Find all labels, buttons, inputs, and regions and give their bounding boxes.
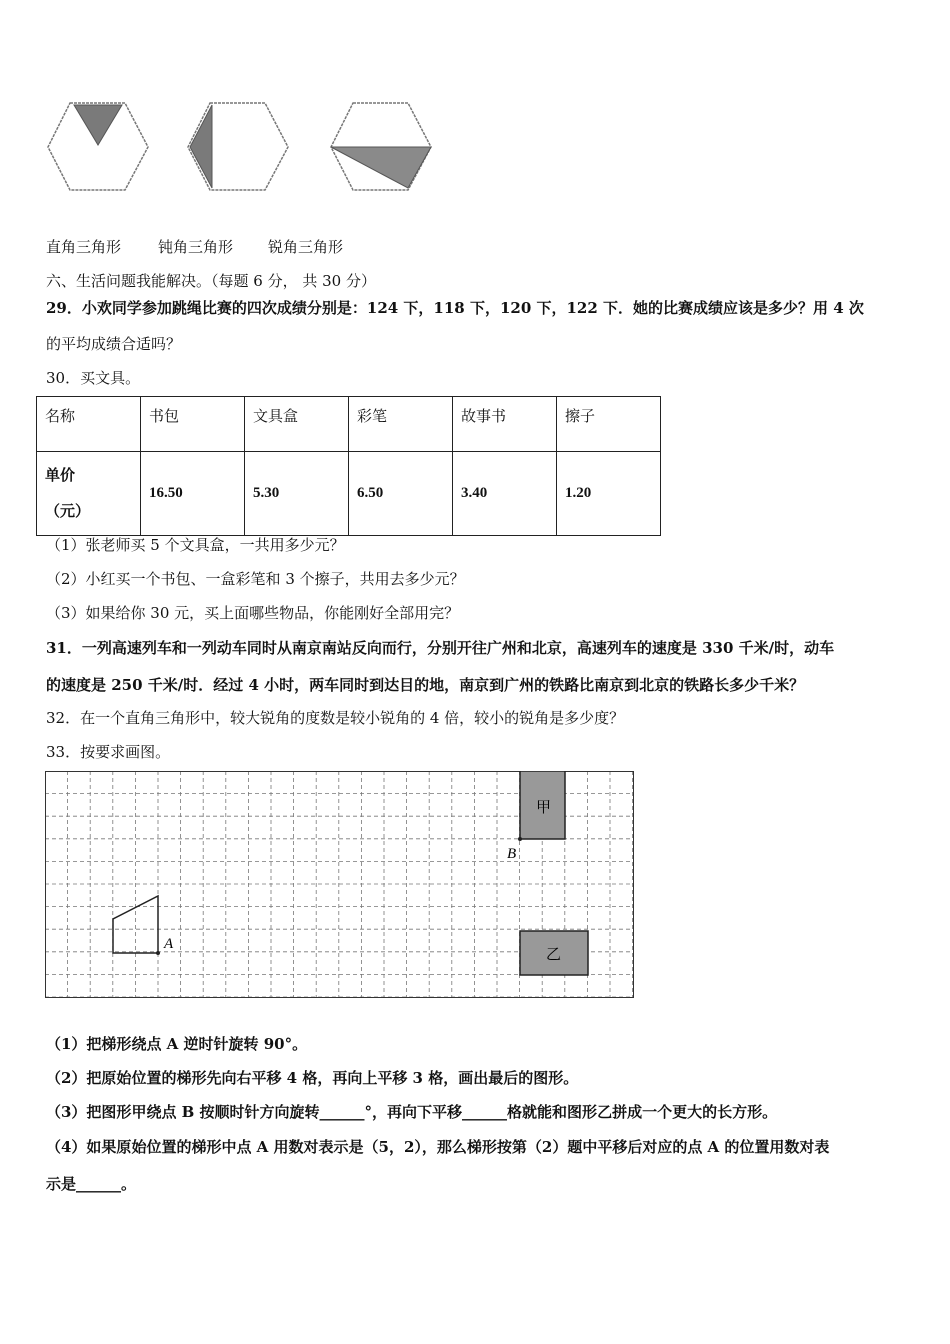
table-header-cell: 擦子 <box>557 397 661 452</box>
price-cell: 6.50 <box>349 452 453 536</box>
label-acute-triangle: 锐角三角形 <box>268 238 344 256</box>
hexagon-right-triangle <box>48 103 148 190</box>
unit-price-label <box>37 452 141 536</box>
q33-sub4-line2: 示是______。 <box>46 1175 137 1193</box>
q33-sub4-line1: （4）如果原始位置的梯形中点 A 用数对表示是（5，2），那么梯形按第（2）题中平移后对应的点 A 的位置用数对表 <box>46 1138 830 1156</box>
label-jia: 甲 <box>536 798 552 816</box>
q30-sub3: （3）如果给你 30 元，买上面哪些物品，你能刚好全部用完？ <box>46 604 460 622</box>
q33-title: 33．按要求画图。 <box>46 743 171 761</box>
price-cell: 16.50 <box>141 452 245 536</box>
q31-line2: 的速度是 250 千米/时．经过 4 小时，两车同时到达目的地，南京到广州的铁路比南京到北京的铁路长多少千米？ <box>46 676 805 694</box>
q30-sub1: （1）张老师买 5 个文具盒，一共用多少元？ <box>46 536 345 554</box>
q33-sub3: （3）把图形甲绕点 B 按顺时针方向旋转______°，再向下平移______格就能和图形乙拼成一个更大的长方形。 <box>46 1103 778 1121</box>
q31-line1: 31．一列高速列车和一列动车同时从南京南站反向而行，分别开往广州和北京，高速列车的速度是 330 千米/时，动车 <box>46 639 835 657</box>
hexagon-figures <box>40 95 440 195</box>
hexagon-obtuse-triangle <box>188 103 288 190</box>
table-header-cell: 书包 <box>141 397 245 452</box>
q30-sub2: （2）小红买一个书包、一盒彩笔和 3 个擦子，共用去多少元？ <box>46 570 465 588</box>
point-B <box>518 837 522 841</box>
hexagon-acute-triangle <box>331 103 431 190</box>
q30-title: 30．买文具。 <box>46 369 141 387</box>
price-table <box>36 396 661 536</box>
label-right-triangle: 直角三角形 <box>46 238 122 256</box>
price-cell: 5.30 <box>245 452 349 536</box>
table-price-row <box>37 452 661 536</box>
table-header-cell: 名称 <box>37 397 141 452</box>
label-A: A <box>164 936 174 952</box>
table-header-cell: 彩笔 <box>349 397 453 452</box>
point-A <box>156 951 160 955</box>
price-cell: 3.40 <box>453 452 557 536</box>
q29-line2: 的平均成绩合适吗？ <box>46 335 182 353</box>
label-yi: 乙 <box>546 945 562 963</box>
q33-sub2: （2）把原始位置的梯形先向右平移 4 格，再向上平移 3 格，画出最后的图形。 <box>46 1069 579 1087</box>
price-cell: 1.20 <box>557 452 661 536</box>
section6-title: 六、生活问题我能解决。（每题 6 分， 共 30 分） <box>46 272 376 290</box>
label-B: B <box>507 846 517 862</box>
unit-price-label-1: 单价 <box>45 467 76 484</box>
table-header-cell: 文具盒 <box>245 397 349 452</box>
label-obtuse-triangle: 钝角三角形 <box>158 238 234 256</box>
table-header-cell: 故事书 <box>453 397 557 452</box>
q32-text: 32．在一个直角三角形中，较大锐角的度数是较小锐角的 4 倍，较小的锐角是多少度？ <box>46 709 625 727</box>
table-header-row <box>37 397 661 452</box>
drawing-grid <box>45 771 635 999</box>
q29-line1: 29．小欢同学参加跳绳比赛的四次成绩分别是：124 下，118 下，120 下，122 下．她的比赛成绩应该是多少？用 4 次 <box>46 299 864 317</box>
unit-price-label-2: （元） <box>45 503 91 520</box>
q33-sub1: （1）把梯形绕点 A 逆时针旋转 90°。 <box>46 1035 308 1053</box>
